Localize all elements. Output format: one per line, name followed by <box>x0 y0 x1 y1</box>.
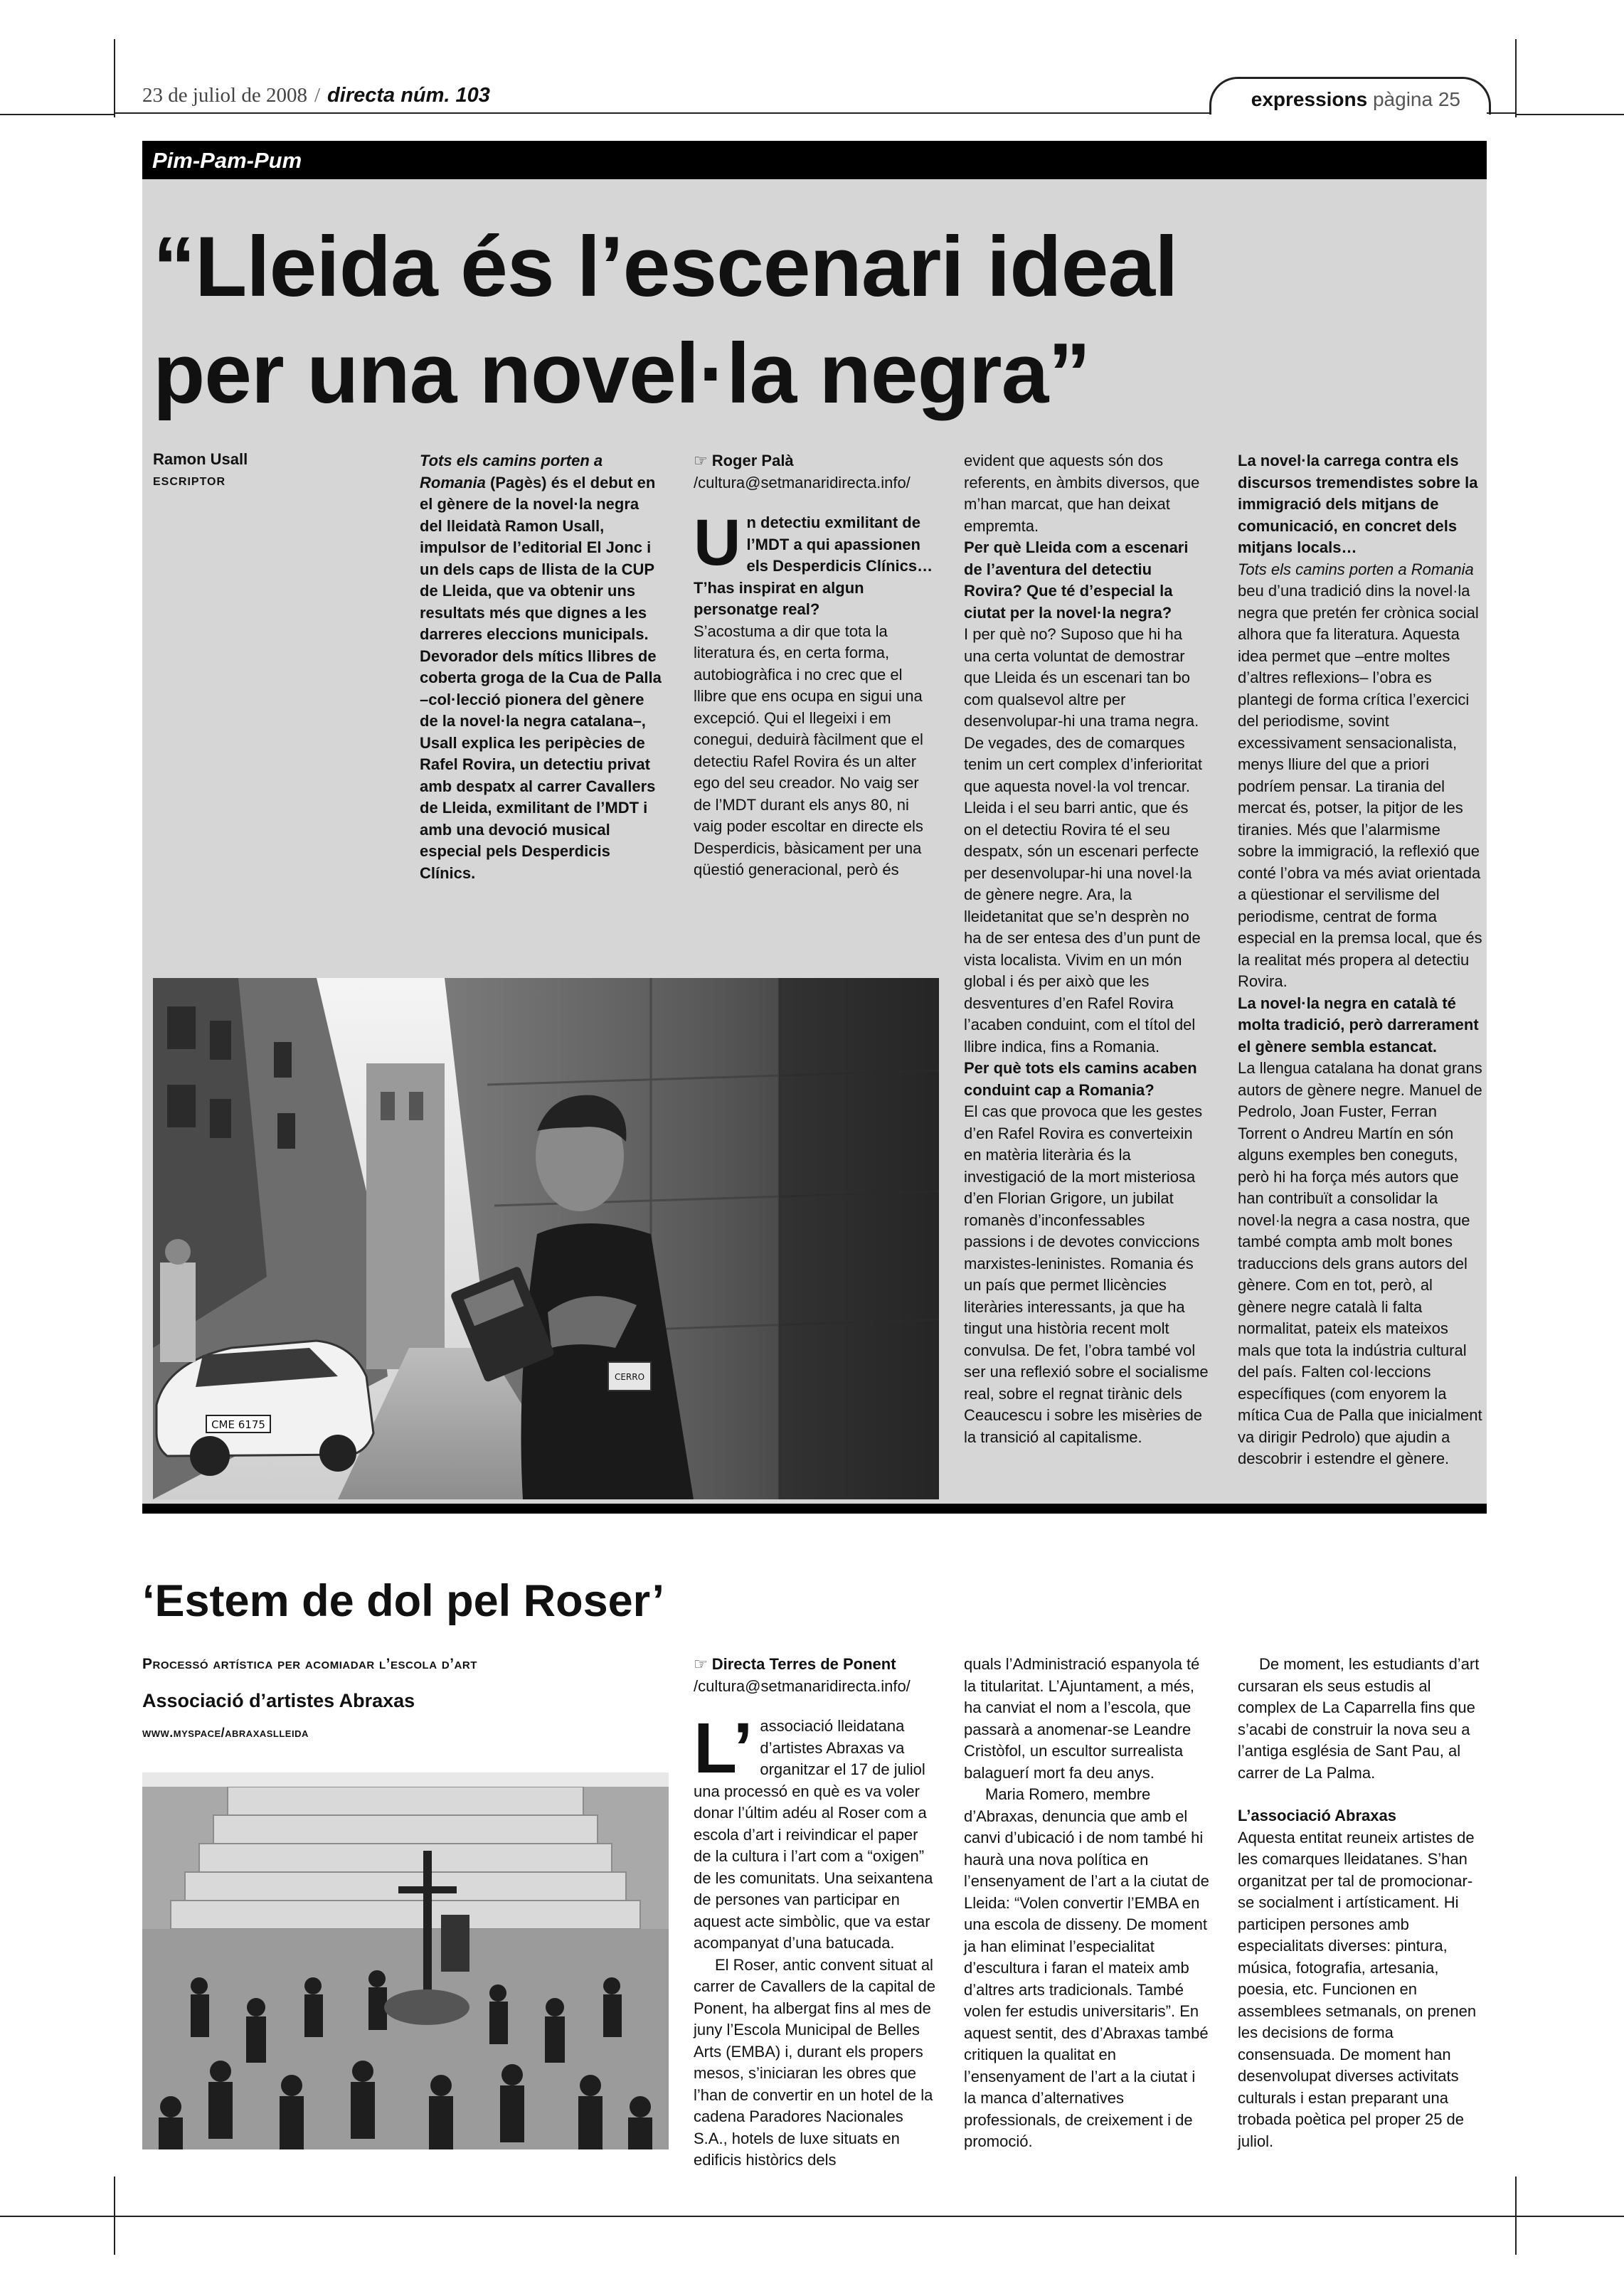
section-bar <box>142 141 1487 179</box>
article-2-email: /cultura@setmanaridirecta.info/ <box>694 1676 911 1695</box>
article-2-paragraph: De moment, les estudiants d’art cursaran els seus estudis al complex de La Caparrella fins que s’acabi de construir la nova seu a l’antiga església de Sant Pau, al carrer de La Palma. <box>1238 1655 1480 1782</box>
article-2-paragraph: El Roser, antic convent situat al carrer de Cavallers de la capital de Ponent, ha albergat fins al mes de juny l’Escola Municipal de Belles Arts (EMBA) i, durant els propers mesos, s’iniciaran les obres que l’han de convertir en un hotel de la cadena Paradores Nacionales S.A., hotels de luxe situats en edificis històrics dels <box>694 1955 935 2169</box>
name-badge: CERRO <box>614 1372 645 1382</box>
interview-column-1 <box>694 450 939 881</box>
header-rule <box>1487 112 1515 114</box>
question-1: Un detectiu exmilitant de l’MDT a qui apassionen els Desperdicis Clínics… T’has inspirat en algun personatge real? <box>694 506 933 618</box>
question-5: La novel·la negra en català té molta tradició, però darrerament el gènere sembla estancat. <box>1238 994 1479 1056</box>
crop-mark <box>114 39 115 117</box>
article-2-url[interactable]: www.myspace/abraxaslleida <box>142 1726 309 1740</box>
crop-mark <box>0 2216 1624 2217</box>
section-tab <box>1209 77 1491 115</box>
headline-line-2: per una novel·la negra” <box>153 326 1090 421</box>
question-2: Per què Lleida com a escenari de l’aventura del detectiu Rovira? Que té d’especial la ciutat per la novel·la negra? <box>964 538 1189 622</box>
crop-mark <box>0 114 114 115</box>
photo-street-reader <box>153 978 939 1499</box>
pointing-hand-icon: ☞ <box>694 452 708 469</box>
answer-5: La llengua catalana ha donat grans autors de gènere negre. Manuel de Pedrolo, Joan Fuster, Ferran Torrent o Andreu Martín en són alguns exemples ben coneguts, però hi ha força més autors que han contribuït a consolidar la novel·la negra a casa nostra, que també compta amb molt bones traduccions dels grans autors del gènere. Com en tot, però, al gènere negre català li falta normalitat, pateix els mateixos mals que tota la indústria cultural del país. Falten col·leccions específiques (com enyorem la mítica Cua de Palla que inicialment va dirigir Pedrolo) que ajudin a descobrir i estendre el gènere. <box>1238 1059 1482 1467</box>
crop-mark <box>1515 39 1517 117</box>
article-2-column-1 <box>694 1654 939 2172</box>
section-label: Pim-Pam-Pum <box>152 148 302 173</box>
author-email: /cultura@setmanaridirecta.info/ <box>694 473 911 491</box>
article-2-paragraph: L’ associació lleidatana d’artistes Abraxas va organitzar el 17 de juliol una processó en què es va voler donar l’últim adéu al Roser com a escola d’art i reivindicar el paper de la cultura i l’art com a “oxigen” de les comunitats. Una seixantena de persones van participar en aquest acte simbòlic, que va estar acompanyat d’una batucada. <box>694 1708 933 1952</box>
article-2-column-2 <box>964 1654 1209 2153</box>
photo-procession-image <box>142 1773 669 2149</box>
author-name: Roger Palà <box>711 452 794 469</box>
photo-street-reader-image <box>153 978 939 1499</box>
issue-date: 23 de juliol de 2008 <box>142 84 307 107</box>
question-3: Per què tots els camins acaben conduint cap a Romania? <box>964 1059 1197 1099</box>
answer-2: I per què no? Suposo que hi ha una certa voluntat de demostrar que Lleida és un escenari tan bo com qualsevol altre per desenvolupar-hi una trama negra. De vegades, des de comarques tenim un cert complex d’inferioritat que aquesta novel·la vol trencar. Lleida i el seu barri antic, que és on el detectiu Rovira té el seu despatx, són un escenari perfecte per desenvolupar-hi una novel·la de gènere negre. Ara, la lleidetanitat que se’n desprèn no ha de ser entesa des d’un punt de vista localista. Vivim en un món global i és per això que les desventures d’en Rafel Rovira l’acaben conduint, com el títol del llibre indica, fins a Romania. <box>964 625 1203 1056</box>
article-2-author: ☞ Directa Terres de Ponent /cultura@setmanaridirecta.info/ <box>694 1655 911 1695</box>
pointing-hand-icon: ☞ <box>694 1655 708 1673</box>
article-2-subheading: L’associació Abraxas <box>1238 1807 1396 1824</box>
article-2-organization: Associació d’artistes Abraxas <box>142 1690 415 1711</box>
article-2-paragraph: Maria Romero, membre d’Abraxas, denuncia que amb el canvi d’ubicació i de nom també hi haurà una nova política en l’ensenyament de l’art a la ciutat de Lleida: “Volen convertir l’EMBA en una escola de disseny. De moment ja han eliminat l’especialitat d’escultura i faran el mateix amb d’altres arts tradicionals. També volen fer estudis universitaris”. En aquest sentit, des d’Abraxas també critiquen la qualitat en l’ensenyament de l’art a la ciutat i la manca d’alternatives professionals, de creixement i de promoció. <box>964 1785 1209 2150</box>
answer-4: Tots els camins porten a Romania beu d’una tradició dins la novel·la negra que pretén fer crònica social alhora que fa literatura. Aquesta idea permet que –entre moltes d’altres reflexions– l’obra es plantegi de forma crítica l’exercici del periodisme, sovint excessivament sensacionalista, menys lliure del que a priori podríem pensar. La tirania del mercat és, potser, la pitjor de les tiranies. Més que l’alarmisme sobre la immigració, la reflexió que conté l’obra va més aviat orientada a qüestionar el servilisme del periodisme, centrat de forma especial en la premsa local, que és la realitat més propera al detectiu Rovira. <box>1238 560 1482 990</box>
article-2-kicker: Processó artística per acomiadar l’escola d’art <box>142 1656 477 1672</box>
author-byline <box>694 450 939 494</box>
interviewee-block <box>153 450 388 489</box>
drop-cap: U <box>694 506 741 579</box>
paper-issue: directa núm. 103 <box>327 84 490 107</box>
headline-line-1: “Lleida és l’escenari ideal <box>153 219 1178 314</box>
article-bottom-rule <box>142 1504 1487 1514</box>
article-2-headline: ‘Estem de dol pel Roser’ <box>142 1576 665 1626</box>
book-title: Tots els camins porten a Romania <box>420 452 603 491</box>
license-plate: CME 6175 <box>211 1418 265 1431</box>
answer-1: S’acostuma a dir que tota la literatura és, en certa forma, autobiogràfica i no crec que el llibre que ens ocupa en sigui una excepció. Qui el llegeixi i em conegui, deduirà fàcilment que el detectiu Rafel Rovira és un alter ego del seu creador. No vaig ser de l’MDT durant els anys 80, ni vaig poder escoltar en directe els Desperdicis, bàsicament per una qüestió generacional, però és <box>694 622 923 878</box>
interview-column-3 <box>1238 450 1483 1470</box>
interviewee-role: ESCRIPTOR <box>153 476 226 488</box>
interviewee-name: Ramon Usall <box>153 450 248 468</box>
section-name: expressions <box>1251 88 1368 110</box>
answer-3: El cas que provoca que les gestes d’en Rafel Rovira es converteixin en matèria literària és la investigació de la mort misteriosa d’en Florian Grigore, un jubilat romanès d’inconfessables passions i de devotes conviccions marxistes-leninistes. Romania és un país que permet llicències literàries interessants, ja que ha tingut una història recent molt convulsa. De fet, l’obra també vol ser una reflexió sobre el socialisme real, sobre el regnat tirànic dels Ceaucescu i sobre les misèries de la transició al capitalisme. <box>964 1102 1209 1446</box>
crop-mark <box>1515 114 1624 115</box>
article-2-paragraph: quals l’Administració espanyola té la titularitat. L’Ajuntament, a més, ha canviat el nom a l’escola, que passarà a anomenar-se Leandre Cristòfol, un escultor surrealista balaguerí mort fa deu anys. <box>964 1655 1200 1782</box>
drop-cap: L’ <box>694 1708 753 1788</box>
question-4: La novel·la carrega contra els discursos tremendistes sobre la immigració dels mitjans de comunicació, en concret dels mitjans locals… <box>1238 452 1478 556</box>
photo-procession <box>142 1773 669 2149</box>
headline <box>153 213 1476 427</box>
book-title: Tots els camins porten a Romania <box>1238 560 1474 578</box>
article-2-paragraph: Aquesta entitat reuneix artistes de les comarques lleidatanes. S’han organitzat per tal de promocionar-se socialment i artísticament. Hi participen persones amb especialitats diverses: pintura, música, fotografia, artesania, poesia, etc. Funcionen en assemblees setmanals, on prenen les decisions de forma consensuada. De moment han desenvolupat diverses activitats culturals i estan preparant una trobada poètica pel proper 25 de juliol. <box>1238 1828 1477 2150</box>
answer-1-continued: evident que aquests són dos referents, en àmbits diversos, que m’han marcat, que han deixat empremta. <box>964 452 1200 535</box>
intro-body: (Pagès) és el debut en el gènere de la novel·la negra del lleidatà Ramon Usall, impulsor de l’editorial El Jonc i un dels caps de llista de la CUP de Lleida, que va obtenir uns resultats més que dignes a les darreres eleccions municipals. Devorador dels mítics llibres de coberta groga de la Cua de Palla –col·lecció pionera del gènere de la novel·la negra catalana–, Usall explica les peripècies de Rafel Rovira, un detectiu privat amb despatx al carrer Cavallers de Lleida, exmilitant de l’MDT i amb una devoció musical especial pels Desperdicis Clínics. <box>420 473 662 882</box>
page-number: pàgina 25 <box>1372 88 1460 110</box>
interview-column-2 <box>964 450 1209 1448</box>
header-rule <box>114 112 1211 114</box>
article-2-column-3 <box>1238 1654 1483 2152</box>
header-separator: / <box>314 84 321 107</box>
running-header <box>142 84 490 107</box>
intro-column <box>420 450 662 884</box>
intro-text <box>420 450 662 884</box>
